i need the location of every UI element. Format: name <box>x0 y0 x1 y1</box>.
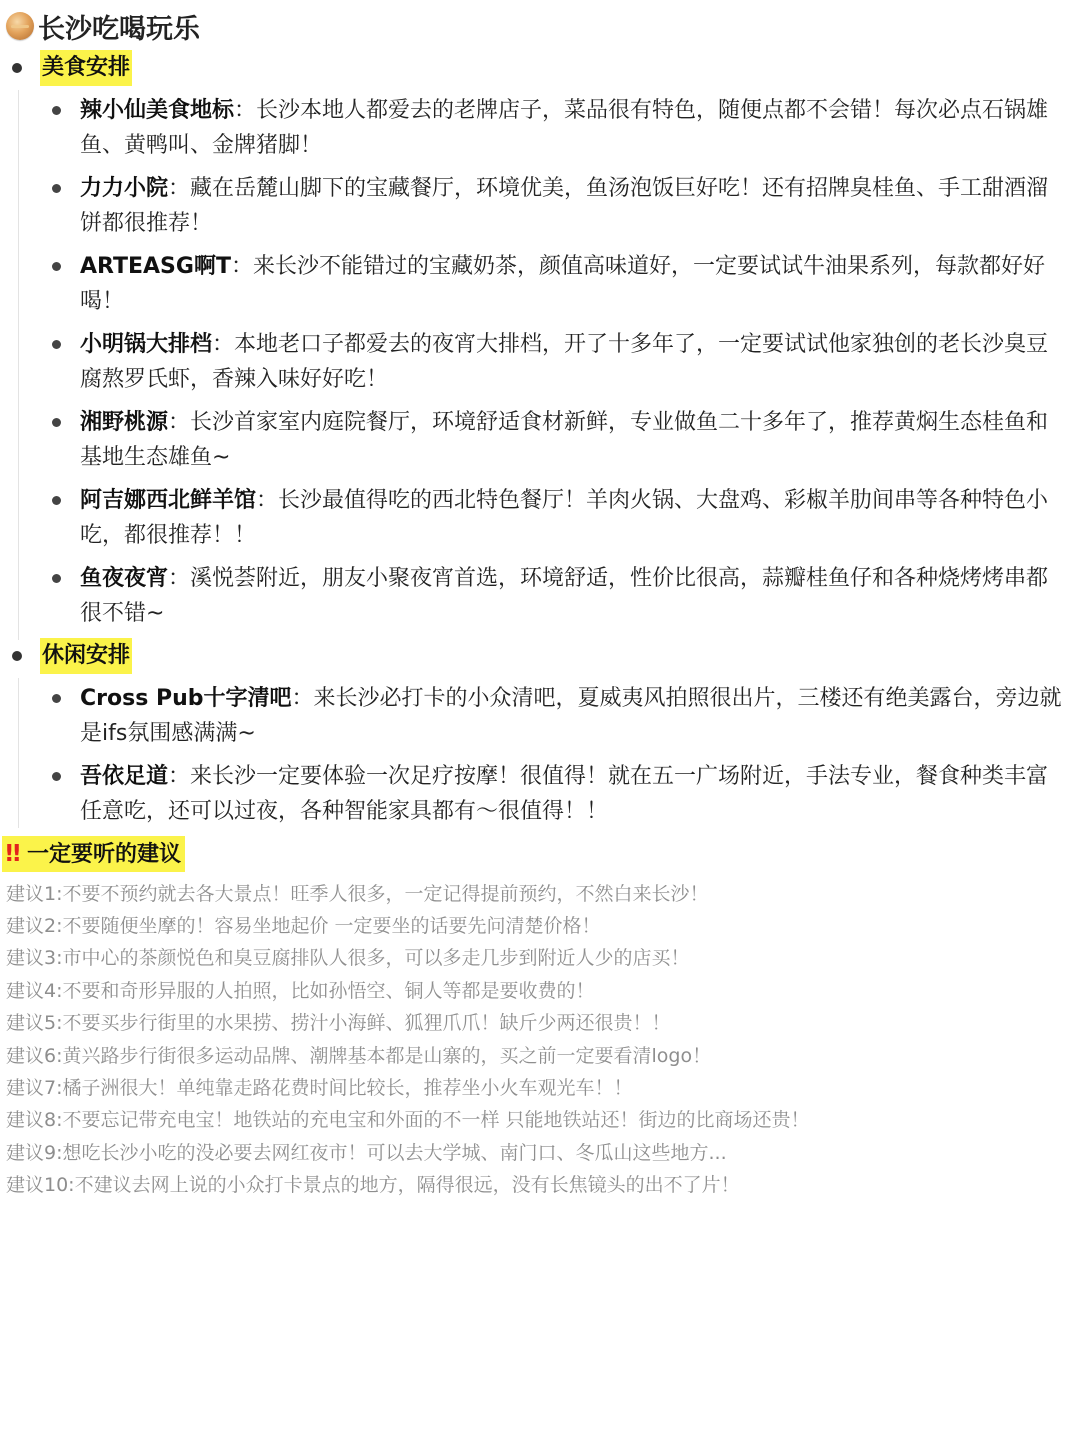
advice-item: 建议3:市中心的茶颜悦色和臭豆腐排队人很多，可以多走几步到附近人少的店买！ <box>6 947 690 969</box>
list-item <box>80 483 1065 553</box>
item-separator: ： <box>168 410 191 435</box>
item-name: 小明锅大排档 <box>80 332 213 357</box>
item-desc: 藏在岳麓山脚下的宝藏餐厅，环境优美，鱼汤泡饭巨好吃！还有招牌臭桂鱼、手工甜酒溜饼都很推荐！ <box>80 176 1049 236</box>
item-desc: 来长沙不能错过的宝藏奶茶，颜值高味道好，一定要试试牛油果系列，每款都好好喝！ <box>80 254 1045 314</box>
item-desc: 本地老口子都爱去的夜宵大排档，开了十多年了，一定要试试他家独创的老长沙臭豆腐熬罗氏虾，香辣入味好好吃！ <box>80 332 1049 392</box>
item-separator: ： <box>291 686 314 711</box>
list-item <box>80 561 1065 631</box>
list-bullet <box>52 184 61 193</box>
list-item <box>80 249 1065 319</box>
list-bullet <box>52 694 61 703</box>
list-bullet <box>52 262 61 271</box>
item-separator: ： <box>234 98 257 123</box>
list-bullet <box>52 772 61 781</box>
item-name: ARTEASG啊T <box>80 254 231 279</box>
advice-item: 建议1:不要不预约就去各大景点！旺季人很多，一定记得提前预约，不然白来长沙！ <box>6 883 709 905</box>
item-desc: 来长沙一定要体验一次足疗按摩！很值得！就在五一广场附近，手法专业，餐食种类丰富任意吃，还可以过夜，各种智能家具都有～很值得！！ <box>80 764 1049 824</box>
section-guide-line <box>18 90 19 640</box>
section-label-leisure: 休闲安排 <box>40 638 132 674</box>
item-desc: 溪悦荟附近，朋友小聚夜宵首选，环境舒适，性价比很高，蒜瓣桂鱼仔和各种烧烤烤串都很不错~ <box>80 566 1049 626</box>
item-name: 力力小院 <box>80 176 169 201</box>
list-item <box>80 405 1065 475</box>
title-row <box>6 6 200 46</box>
item-separator: ： <box>256 488 279 513</box>
item-desc: 长沙最值得吃的西北特色餐厅！羊肉火锅、大盘鸡、彩椒羊肋间串等各种特色小吃，都很推荐！！ <box>80 488 1049 548</box>
advice-item: 建议9:想吃长沙小吃的没必要去网红夜市！可以去大学城、南门口、冬瓜山这些地方... <box>6 1142 727 1164</box>
item-name: 鱼夜夜宵 <box>80 566 169 591</box>
list-item <box>80 327 1065 397</box>
list-bullet <box>52 574 61 583</box>
item-name: 吾依足道 <box>80 764 169 789</box>
list-item <box>80 681 1075 751</box>
bun-emoji-icon <box>6 12 34 40</box>
advice-item: 建议10:不建议去网上说的小众打卡景点的地方，隔得很远，没有长焦镜头的出不了片！ <box>6 1174 740 1196</box>
list-bullet <box>52 340 61 349</box>
item-separator: ： <box>168 566 191 591</box>
item-separator: ： <box>230 254 253 279</box>
section-label-food: 美食安排 <box>40 50 132 86</box>
item-name: Cross Pub十字清吧 <box>80 686 292 711</box>
advice-heading <box>2 836 185 872</box>
item-separator: ： <box>168 764 191 789</box>
list-bullet <box>52 418 61 427</box>
section-guide-line <box>18 678 19 828</box>
page-title: 长沙吃喝玩乐 <box>38 13 200 45</box>
advice-item: 建议8:不要忘记带充电宝！地铁站的充电宝和外面的不一样 只能地铁站还！街边的比商场还贵！ <box>6 1109 810 1131</box>
double-exclamation-icon: !! <box>4 841 19 867</box>
item-desc: 来长沙必打卡的小众清吧，夏威夷风拍照很出片，三楼还有绝美露台，旁边就是ifs氛围感满满~ <box>80 686 1062 746</box>
item-desc: 长沙本地人都爱去的老牌店子，菜品很有特色，随便点都不会错！每次必点石锅雄鱼、黄鸭叫、金牌猪脚！ <box>80 98 1049 158</box>
item-name: 辣小仙美食地标 <box>80 98 235 123</box>
advice-item: 建议2:不要随便坐摩的！容易坐地起价 一定要坐的话要先问清楚价格！ <box>6 915 601 937</box>
list-item <box>80 93 1065 163</box>
advice-item: 建议7:橘子洲很大！单纯靠走路花费时间比较长，推荐坐小火车观光车！！ <box>6 1077 633 1099</box>
list-item <box>80 759 1065 829</box>
advice-item: 建议4:不要和奇形异服的人拍照，比如孙悟空、铜人等都是要收费的！ <box>6 980 595 1002</box>
item-name: 阿吉娜西北鲜羊馆 <box>80 488 257 513</box>
list-bullet <box>52 496 61 505</box>
advice-title: 一定要听的建议 <box>26 842 181 867</box>
item-desc: 长沙首家室内庭院餐厅，环境舒适食材新鲜，专业做鱼二十多年了，推荐黄焖生态桂鱼和基地生态雄鱼~ <box>80 410 1049 470</box>
item-name: 湘野桃源 <box>80 410 169 435</box>
item-separator: ： <box>168 176 191 201</box>
item-separator: ： <box>212 332 235 357</box>
advice-item: 建议5:不要买步行街里的水果捞、捞汁小海鲜、狐狸爪爪！缺斤少两还很贵！！ <box>6 1012 671 1034</box>
list-item <box>80 171 1065 241</box>
list-bullet <box>52 106 61 115</box>
section-bullet <box>12 651 22 661</box>
advice-item: 建议6:黄兴路步行街很多运动品牌、潮牌基本都是山寨的，买之前一定要看清logo！ <box>6 1045 712 1067</box>
section-bullet <box>12 63 22 73</box>
